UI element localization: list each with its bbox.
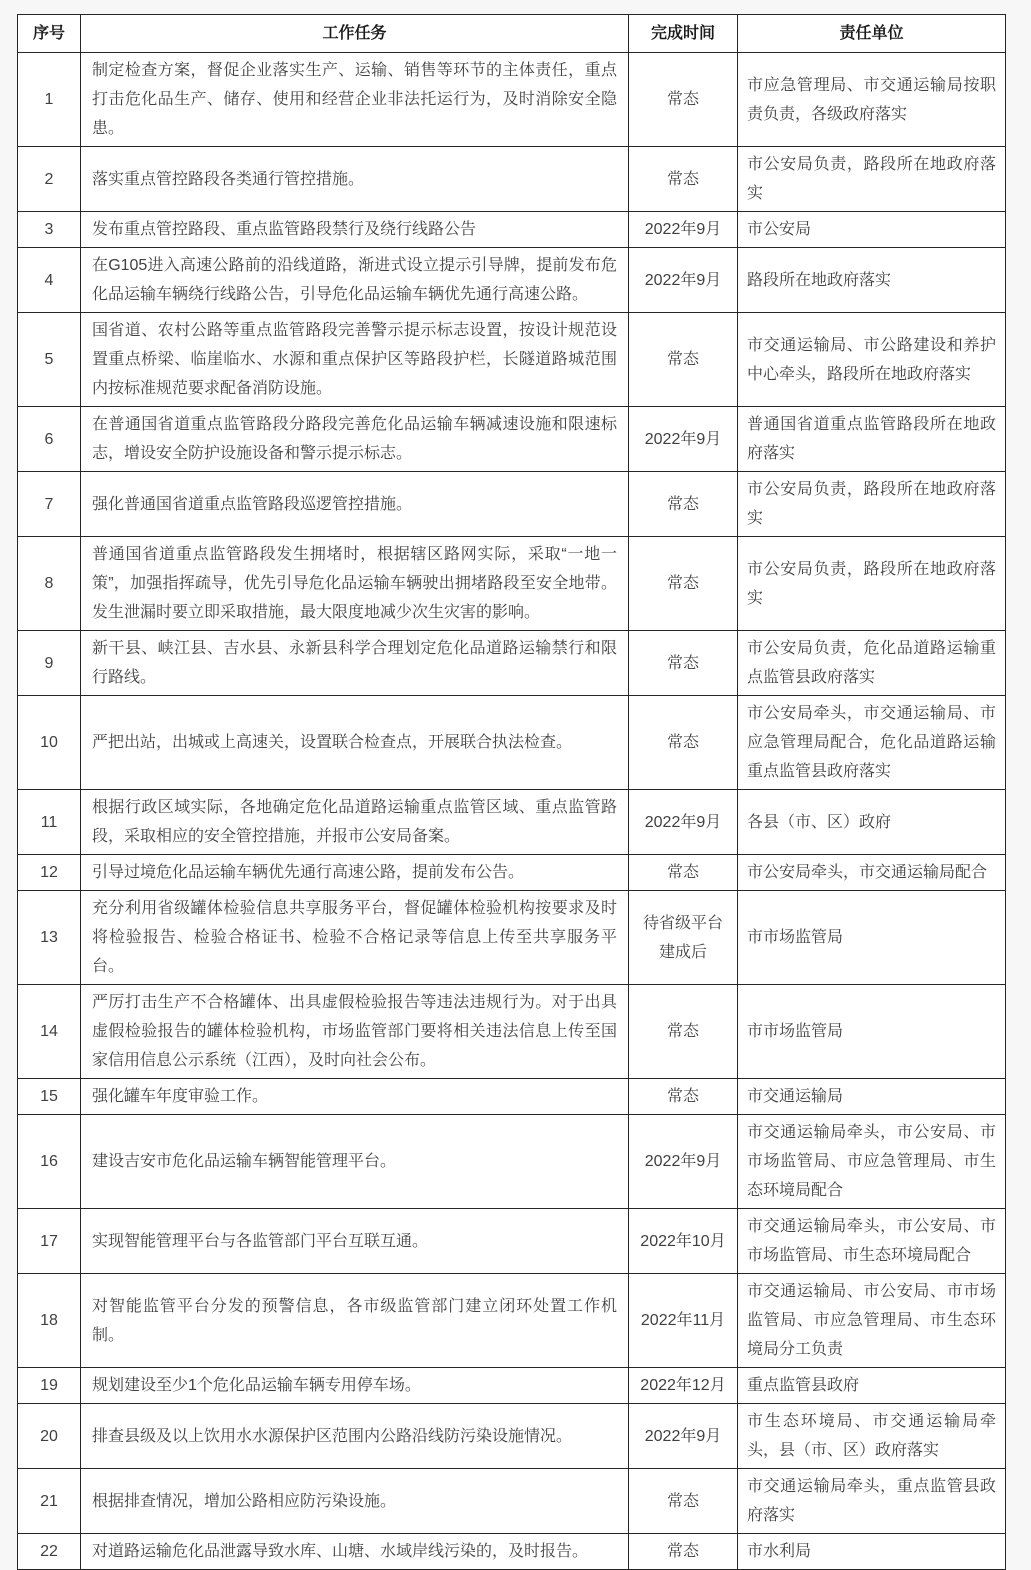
cell-task: 严厉打击生产不合格罐体、出具虚假检验报告等违法违规行为。对于出具虚假检验报告的罐体检验机构，市场监管部门要将相关违法信息上传至国家信用信息公示系统（江西），及时向社会公布。: [81, 985, 629, 1079]
cell-time: 常态: [629, 147, 738, 212]
cell-task: 落实重点管控路段各类通行管控措施。: [81, 147, 629, 212]
cell-index: 6: [18, 407, 81, 472]
cell-unit: 市应急管理局、市交通运输局按职责负责，各级政府落实: [738, 53, 1006, 147]
cell-unit: 市公安局负责，路段所在地政府落实: [738, 537, 1006, 631]
cell-time: 常态: [629, 313, 738, 407]
cell-task: 充分利用省级罐体检验信息共享服务平台，督促罐体检验机构按要求及时将检验报告、检验合格证书、检验不合格记录等信息上传至共享服务平台。: [81, 891, 629, 985]
cell-unit: 市公安局: [738, 212, 1006, 248]
cell-unit: 市公安局负责，路段所在地政府落实: [738, 147, 1006, 212]
cell-unit: 市交通运输局牵头，市公安局、市市场监管局、市应急管理局、市生态环境局配合: [738, 1115, 1006, 1209]
cell-index: 11: [18, 790, 81, 855]
cell-index: 12: [18, 855, 81, 891]
cell-task: 制定检查方案，督促企业落实生产、运输、销售等环节的主体责任，重点打击危化品生产、储存、使用和经营企业非法托运行为，及时消除安全隐患。: [81, 53, 629, 147]
cell-task: 对智能监管平台分发的预警信息，各市级监管部门建立闭环处置工作机制。: [81, 1274, 629, 1368]
table-row: [18, 790, 1006, 855]
header-row: [18, 15, 1006, 53]
cell-task: 建设吉安市危化品运输车辆智能管理平台。: [81, 1115, 629, 1209]
cell-unit: 路段所在地政府落实: [738, 248, 1006, 313]
cell-time: 2022年9月: [629, 790, 738, 855]
cell-time: 常态: [629, 53, 738, 147]
table-row: [18, 212, 1006, 248]
table-row: [18, 1534, 1006, 1570]
cell-index: 2: [18, 147, 81, 212]
cell-index: 10: [18, 696, 81, 790]
cell-index: 17: [18, 1209, 81, 1274]
col-header-task: 工作任务: [81, 15, 629, 53]
cell-time: 常态: [629, 472, 738, 537]
cell-unit: 市公安局牵头，市交通运输局配合: [738, 855, 1006, 891]
cell-task: 对道路运输危化品泄露导致水库、山塘、水域岸线污染的，及时报告。: [81, 1534, 629, 1570]
table-row: [18, 1209, 1006, 1274]
col-header-unit: 责任单位: [738, 15, 1006, 53]
table-row: [18, 248, 1006, 313]
cell-unit: 市公安局负责，危化品道路运输重点监管县政府落实: [738, 631, 1006, 696]
cell-task: 规划建设至少1个危化品运输车辆专用停车场。: [81, 1368, 629, 1404]
cell-unit: 市交通运输局、市公路建设和养护中心牵头，路段所在地政府落实: [738, 313, 1006, 407]
cell-time: 待省级平台建成后: [629, 891, 738, 985]
table-row: [18, 537, 1006, 631]
cell-task: 严把出站，出城或上高速关，设置联合检查点，开展联合执法检查。: [81, 696, 629, 790]
cell-unit: 市交通运输局、市公安局、市市场监管局、市应急管理局、市生态环境局分工负责: [738, 1274, 1006, 1368]
cell-unit: 市市场监管局: [738, 985, 1006, 1079]
cell-time: 2022年9月: [629, 407, 738, 472]
table-body: [18, 53, 1006, 1570]
cell-index: 4: [18, 248, 81, 313]
cell-task: 国省道、农村公路等重点监管路段完善警示提示标志设置，按设计规范设置重点桥梁、临崖临水、水源和重点保护区等路段护栏，长隧道路城范围内按标准规范要求配备消防设施。: [81, 313, 629, 407]
cell-index: 9: [18, 631, 81, 696]
table-row: [18, 631, 1006, 696]
cell-time: 常态: [629, 1469, 738, 1534]
cell-index: 21: [18, 1469, 81, 1534]
cell-index: 13: [18, 891, 81, 985]
cell-unit: 市生态环境局、市交通运输局牵头，县（市、区）政府落实: [738, 1404, 1006, 1469]
table-row: [18, 53, 1006, 147]
cell-index: 1: [18, 53, 81, 147]
cell-unit: 普通国省道重点监管路段所在地政府落实: [738, 407, 1006, 472]
cell-time: 2022年10月: [629, 1209, 738, 1274]
cell-task: 强化普通国省道重点监管路段巡逻管控措施。: [81, 472, 629, 537]
cell-task: 新干县、峡江县、吉水县、永新县科学合理划定危化品道路运输禁行和限行路线。: [81, 631, 629, 696]
cell-index: 7: [18, 472, 81, 537]
cell-unit: 市公安局牵头，市交通运输局、市应急管理局配合，危化品道路运输重点监管县政府落实: [738, 696, 1006, 790]
cell-task: 在普通国省道重点监管路段分路段完善危化品运输车辆减速设施和限速标志，增设安全防护设施设备和警示提示标志。: [81, 407, 629, 472]
table-row: [18, 1469, 1006, 1534]
cell-index: 19: [18, 1368, 81, 1404]
cell-task: 在G105进入高速公路前的沿线道路，渐进式设立提示引导牌，提前发布危化品运输车辆绕行线路公告，引导危化品运输车辆优先通行高速公路。: [81, 248, 629, 313]
cell-task: 排查县级及以上饮用水水源保护区范围内公路沿线防污染设施情况。: [81, 1404, 629, 1469]
cell-time: 常态: [629, 855, 738, 891]
table-row: [18, 407, 1006, 472]
cell-time: 2022年9月: [629, 248, 738, 313]
table-header: [18, 15, 1006, 53]
cell-index: 20: [18, 1404, 81, 1469]
cell-time: 2022年9月: [629, 212, 738, 248]
cell-time: 常态: [629, 537, 738, 631]
table-row: [18, 313, 1006, 407]
cell-time: 2022年9月: [629, 1115, 738, 1209]
cell-unit: 市交通运输局牵头，重点监管县政府落实: [738, 1469, 1006, 1534]
task-table: [17, 14, 1006, 1570]
table-row: [18, 891, 1006, 985]
table-row: [18, 855, 1006, 891]
table-row: [18, 1274, 1006, 1368]
table-row: [18, 696, 1006, 790]
cell-task: 强化罐车年度审验工作。: [81, 1079, 629, 1115]
cell-time: 常态: [629, 696, 738, 790]
cell-unit: 市交通运输局牵头，市公安局、市市场监管局、市生态环境局配合: [738, 1209, 1006, 1274]
cell-time: 常态: [629, 985, 738, 1079]
table-row: [18, 472, 1006, 537]
table-row: [18, 1115, 1006, 1209]
table-row: [18, 985, 1006, 1079]
cell-index: 8: [18, 537, 81, 631]
cell-time: 常态: [629, 1534, 738, 1570]
cell-index: 3: [18, 212, 81, 248]
cell-unit: 重点监管县政府: [738, 1368, 1006, 1404]
cell-index: 18: [18, 1274, 81, 1368]
cell-time: 常态: [629, 1079, 738, 1115]
table-row: [18, 1368, 1006, 1404]
cell-task: 发布重点管控路段、重点监管路段禁行及绕行线路公告: [81, 212, 629, 248]
cell-unit: 各县（市、区）政府: [738, 790, 1006, 855]
table-row: [18, 147, 1006, 212]
cell-index: 22: [18, 1534, 81, 1570]
cell-index: 15: [18, 1079, 81, 1115]
col-header-time: 完成时间: [629, 15, 738, 53]
table-row: [18, 1404, 1006, 1469]
cell-index: 5: [18, 313, 81, 407]
cell-index: 14: [18, 985, 81, 1079]
cell-time: 2022年12月: [629, 1368, 738, 1404]
cell-unit: 市公安局负责，路段所在地政府落实: [738, 472, 1006, 537]
cell-time: 2022年9月: [629, 1404, 738, 1469]
cell-task: 普通国省道重点监管路段发生拥堵时，根据辖区路网实际，采取“一地一策”，加强指挥疏导，优先引导危化品运输车辆驶出拥堵路段至安全地带。发生泄漏时要立即采取措施，最大限度地减少次生灾害的影响。: [81, 537, 629, 631]
col-header-index: 序号: [18, 15, 81, 53]
cell-task: 实现智能管理平台与各监管部门平台互联互通。: [81, 1209, 629, 1274]
cell-unit: 市交通运输局: [738, 1079, 1006, 1115]
cell-unit: 市水利局: [738, 1534, 1006, 1570]
cell-task: 根据排查情况，增加公路相应防污染设施。: [81, 1469, 629, 1534]
cell-time: 常态: [629, 631, 738, 696]
cell-task: 引导过境危化品运输车辆优先通行高速公路，提前发布公告。: [81, 855, 629, 891]
cell-unit: 市市场监管局: [738, 891, 1006, 985]
table-row: [18, 1079, 1006, 1115]
cell-index: 16: [18, 1115, 81, 1209]
cell-task: 根据行政区域实际，各地确定危化品道路运输重点监管区域、重点监管路段，采取相应的安全管控措施，并报市公安局备案。: [81, 790, 629, 855]
cell-time: 2022年11月: [629, 1274, 738, 1368]
